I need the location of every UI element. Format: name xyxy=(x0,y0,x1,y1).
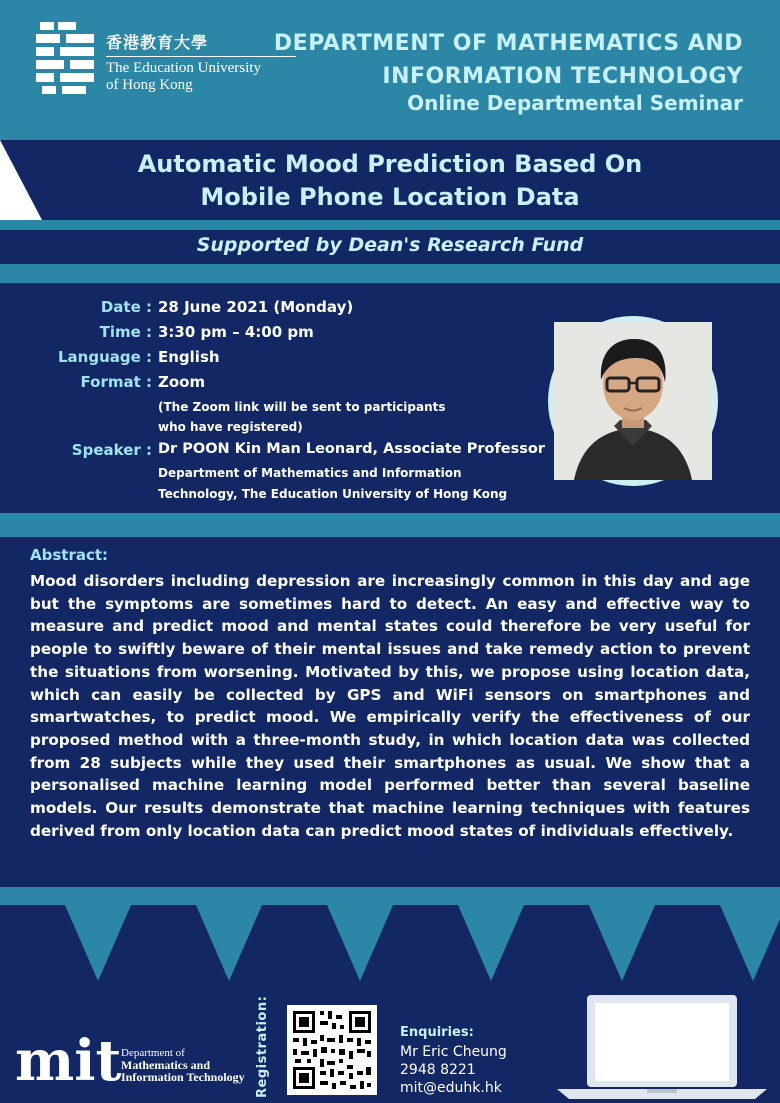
format-note-line1: (The Zoom link will be sent to participants xyxy=(158,400,446,414)
abstract-title: Abstract: xyxy=(30,546,109,564)
department-title xyxy=(274,27,743,93)
time-label: Time : xyxy=(99,323,152,341)
contact-phone: 2948 8221 xyxy=(400,1062,476,1078)
mit-department-logo xyxy=(15,1028,255,1094)
language-label: Language : xyxy=(57,348,152,366)
registration-label: Registration: xyxy=(255,995,270,1098)
speaker-affiliation-line1: Department of Mathematics and Information xyxy=(158,466,462,480)
seminar-subtitle: Online Departmental Seminar xyxy=(407,91,743,115)
eduhk-logo-icon xyxy=(36,22,96,94)
logo-divider xyxy=(106,56,296,57)
divider-stripe xyxy=(0,264,780,284)
format-value: Zoom xyxy=(158,373,206,391)
time-value: 3:30 pm – 4:00 pm xyxy=(158,323,314,341)
format-label: Format : xyxy=(80,373,152,391)
mit-logo-letters: mit xyxy=(15,1028,122,1094)
department-title-line2: INFORMATION TECHNOLOGY xyxy=(382,64,743,89)
enquiries-title: Enquiries: xyxy=(400,1025,474,1040)
department-title-line1: DEPARTMENT OF MATHEMATICS AND xyxy=(273,31,743,56)
university-logo xyxy=(36,22,266,97)
divider-stripe xyxy=(0,513,780,537)
format-note-line2: who have registered) xyxy=(158,420,303,434)
date-label: Date : xyxy=(100,298,152,316)
talk-title xyxy=(60,148,720,214)
speaker-affiliation-line2: Technology, The Education University of Hong Kong xyxy=(158,487,508,501)
contact-email[interactable]: mit@eduhk.hk xyxy=(400,1080,502,1096)
talk-title-line1: Automatic Mood Prediction Based On xyxy=(137,150,643,178)
decorative-triangle-icon xyxy=(0,140,50,220)
talk-title-line2: Mobile Phone Location Data xyxy=(200,183,580,211)
qr-code-icon xyxy=(287,1005,377,1095)
university-name-chinese: 香港教育大學 xyxy=(106,33,209,52)
contact-name: Mr Eric Cheung xyxy=(400,1044,507,1060)
speaker-portrait-icon xyxy=(554,322,712,480)
speaker-label: Speaker : xyxy=(71,441,152,459)
university-name-line2: of Hong Kong xyxy=(106,77,193,93)
speaker-name: Dr POON Kin Man Leonard, Associate Professor xyxy=(158,441,545,457)
registration-qr-code[interactable] xyxy=(287,1005,377,1095)
speaker-photo xyxy=(554,322,712,480)
mit-logo-icon xyxy=(15,1028,122,1094)
mit-text-line1: Department of xyxy=(121,1047,185,1059)
language-value: English xyxy=(158,348,220,366)
mit-text-line3: Information Technology xyxy=(121,1070,245,1084)
abstract-body: Mood disorders including depression are increasingly common in this day and age but the symptoms are sometimes hard to detect. An easy and effective way to measure and predict mood and mental states could therefore be very useful for people to swiftly beware of their mental issues and take remedy action to prevent the situations from worsening. Motivated by this, we propose using location data, which can easily be collected by GPS and WiFi sensors on smartphones and smartwatches, to predict mood. We empirically verify the effectiveness of our proposed method with a three-month study, in which location data was collected from 28 subjects while they used their smartphones as usual. We show that a personalised machine learning model performed better than several baseline models. Our results demonstrate that machine learning techniques with features derived from only location data can predict mood states of individuals effectively. xyxy=(30,572,750,840)
date-value: 28 June 2021 (Monday) xyxy=(158,298,354,316)
funding-note: Supported by Dean's Research Fund xyxy=(196,234,584,256)
laptop-icon xyxy=(557,993,767,1103)
mit-text-line2: Mathematics and xyxy=(121,1058,210,1072)
university-name-line1: The Education University xyxy=(106,60,261,76)
